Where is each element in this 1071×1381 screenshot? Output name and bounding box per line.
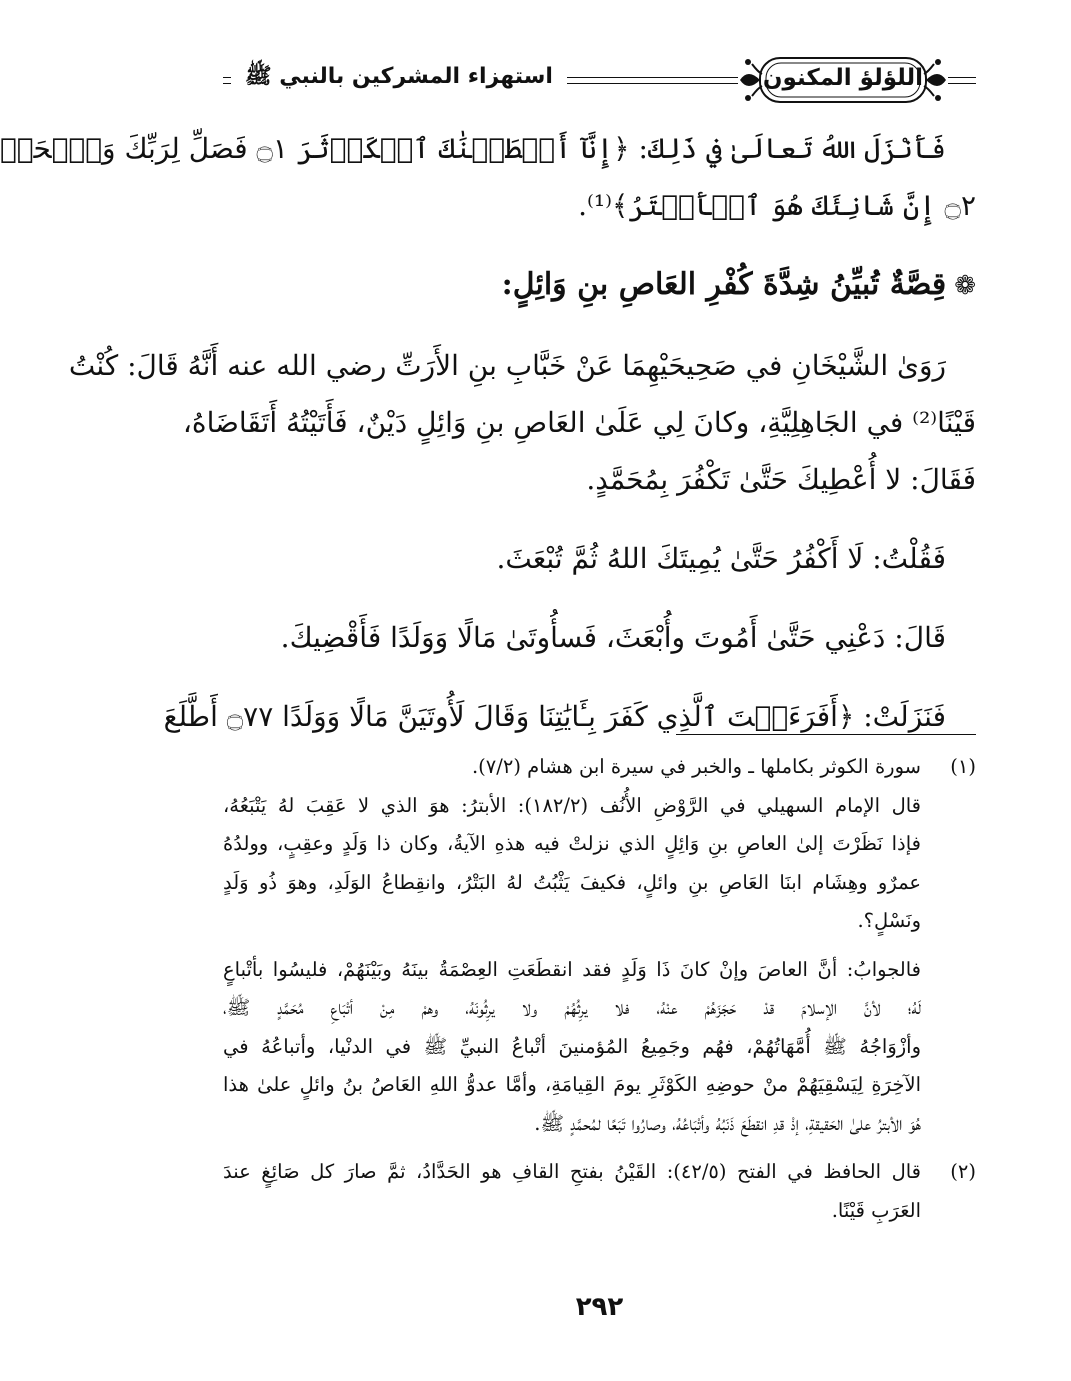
footnote-line: العَرَبِ قَيْنًا. [831,1198,921,1222]
book-title: اللؤلؤ المكنون [762,65,924,91]
footnote-number: (٢) [950,1160,976,1183]
footnote [223,1153,976,1230]
footnote [223,748,976,941]
text-line: فَأَنْزَلَ اللهُ تَعالَىٰ في ذَلِكَ: ﴿إِنَّآ أَعۡطَيۡنَٰكَ ٱلۡكَوۡثَرَ ۝١ فَصَلِّ لِرَبِّكَ وَٱنۡحَرۡ [0,132,946,165]
footnote-line: وأزْوَاجُهُ ﷺ أُمَّهَاتُهُمْ، فهُم وجَمِيعُ المُؤمنينَ أتْباعُ النبيِّ ﷺ في الدنْيا، وأتباعُهُ في [223,1034,921,1058]
text-line: فَقَالَ: لا أُعْطِيكَ حَتَّىٰ تَكْفُرَ بِمُحَمَّدٍ. [586,463,976,496]
footnote [223,951,976,1144]
section-heading-text: قِصَّةٌ تُبيِّنُ شِدَّةَ كُفْرِ العَاصِ بنِ وَائِلٍ: [501,267,947,302]
text-line: قَالَ: دَعْنِي حَتَّىٰ أَمُوتَ وأُبْعَثَ، فَسأُوتَىٰ مَالًا وَوَلَدًا فَأَقْضِيكَ. [280,621,946,654]
text-line: قَيْنًا⁽²⁾ في الجَاهِلِيَّةِ، وكانَ لِي عَلَىٰ العَاصِ بنِ وَائِلٍ دَيْنٌ، فَأَتَيْتُهُ أَتَقَاضَاهُ، [182,406,976,439]
text-line: ۝٢ إِنَّ شَانِئَكَ هُوَ ٱلۡأَبۡتَرُ﴾⁽¹⁾. [578,189,976,222]
footnote-line: قال الحافظ في الفتح (٤٢/٥): القَيْنُ بفتحِ القافِ هو الحَدَّادُ، ثمَّ صارَ كل صَائِغٍ عندَ [223,1160,921,1183]
footnote-number: (١) [950,755,976,778]
footnote-line: قال الإمام السهيلي في الرَّوْضِ الأُنُف (١٨٢/٢): الأبترُ: هوَ الذي لا عَقِبَ لهُ يَتْبَعُهُ، [223,793,921,817]
footnote-line: فالجوابُ: أنَّ العاصَ وإنْ كانَ ذَا وَلَدٍ فقد انقطَعَتِ العِصْمَةُ بينَهُ وبَيْنَهُمْ، فليسُوا بأتْباعٍ [223,957,921,981]
footnote-line: سورة الكوثر بكاملها ـ والخبر في سيرة ابن هشام (٧/٢). [471,755,921,778]
footnotes [223,748,976,1230]
running-header [223,44,976,114]
footnote-rule [676,734,976,735]
footnote-line: ونَسْلٍ؟. [857,909,921,932]
paragraph [68,337,976,508]
footnote-line: هُوَ الأبترُ علىٰ الحَقيقةِ، إذْ قدِ انقطَعَ ذَنَبُهُ وأتْبَاعُهُ، وصارُوا تَبَعًا لمُحمَّدٍ ﷺ. [534,1111,921,1135]
text-line: فَنَزَلَتْ: ﴿أَفَرَءَيۡتَ ٱلَّذِي كَفَرَ بِـَٔايَٰتِنَا وَقَالَ لَأُوتَيَنَّ مَالًا وَوَلَدًا ۝٧٧ أَطَّلَعَ [163,700,946,733]
footnote-line: الآخِرَةِ لِيَسْقِيَهُمْ منْ حوضِهِ الكَوْثَرِ يومَ القِيامَةِ، وأمَّا عدوُّ اللهِ العَاصُ بنُ وائلٍ علىٰ هذا [223,1073,921,1096]
text-line: رَوَىٰ الشَّيْخَانِ في صَحِيحَيْهِمَا عَنْ خَبَّابِ بنِ الأَرَتِّ رضي الله عنه أَنَّهُ قَالَ: كُنْتُ [68,349,946,382]
text-line: فَقُلْتُ: لَا أَكْفُرُ حَتَّىٰ يُمِيتَكَ اللهُ ثُمَّ تُبْعَثَ. [496,542,946,575]
footnote-line: عمرٌو وهِشَام ابنَا العَاصِ بنِ وائلٍ، فكيفَ يَثْبُتُ لهُ البَتْرُ، وانقِطاعُ الوَلَدِ، وهوَ ذُو وَلَدٍ [223,870,921,894]
page-number: ٢٩٢ [575,1292,624,1322]
book-title-cartouche [738,50,948,110]
footnote-line: لَهُ؛ لأنَّ الإسلامَ قدْ حَجَزَهُمْ عنْهُ، فلا يرِثُهُمْ ولا يرِثُونَهُ، وهمْ مِنْ أتْبَاعِ مُحَمَّدٍ ﷺ، [223,996,921,1019]
section-heading [223,256,976,315]
flower-ornament-icon: ❁ [954,271,976,301]
chapter-title: استهزاء المشركين بالنبي ﷺ [231,62,567,94]
main-text [0,120,976,745]
footnote-line: فإذا نَظَرْتَ إلىٰ العاصِ بنِ وَائِلٍ الذي نزلتْ فيه هذهِ الآيةُ، وكان ذا وَلَدٍ وعقِبٍ، وولدُهُ [223,832,921,855]
